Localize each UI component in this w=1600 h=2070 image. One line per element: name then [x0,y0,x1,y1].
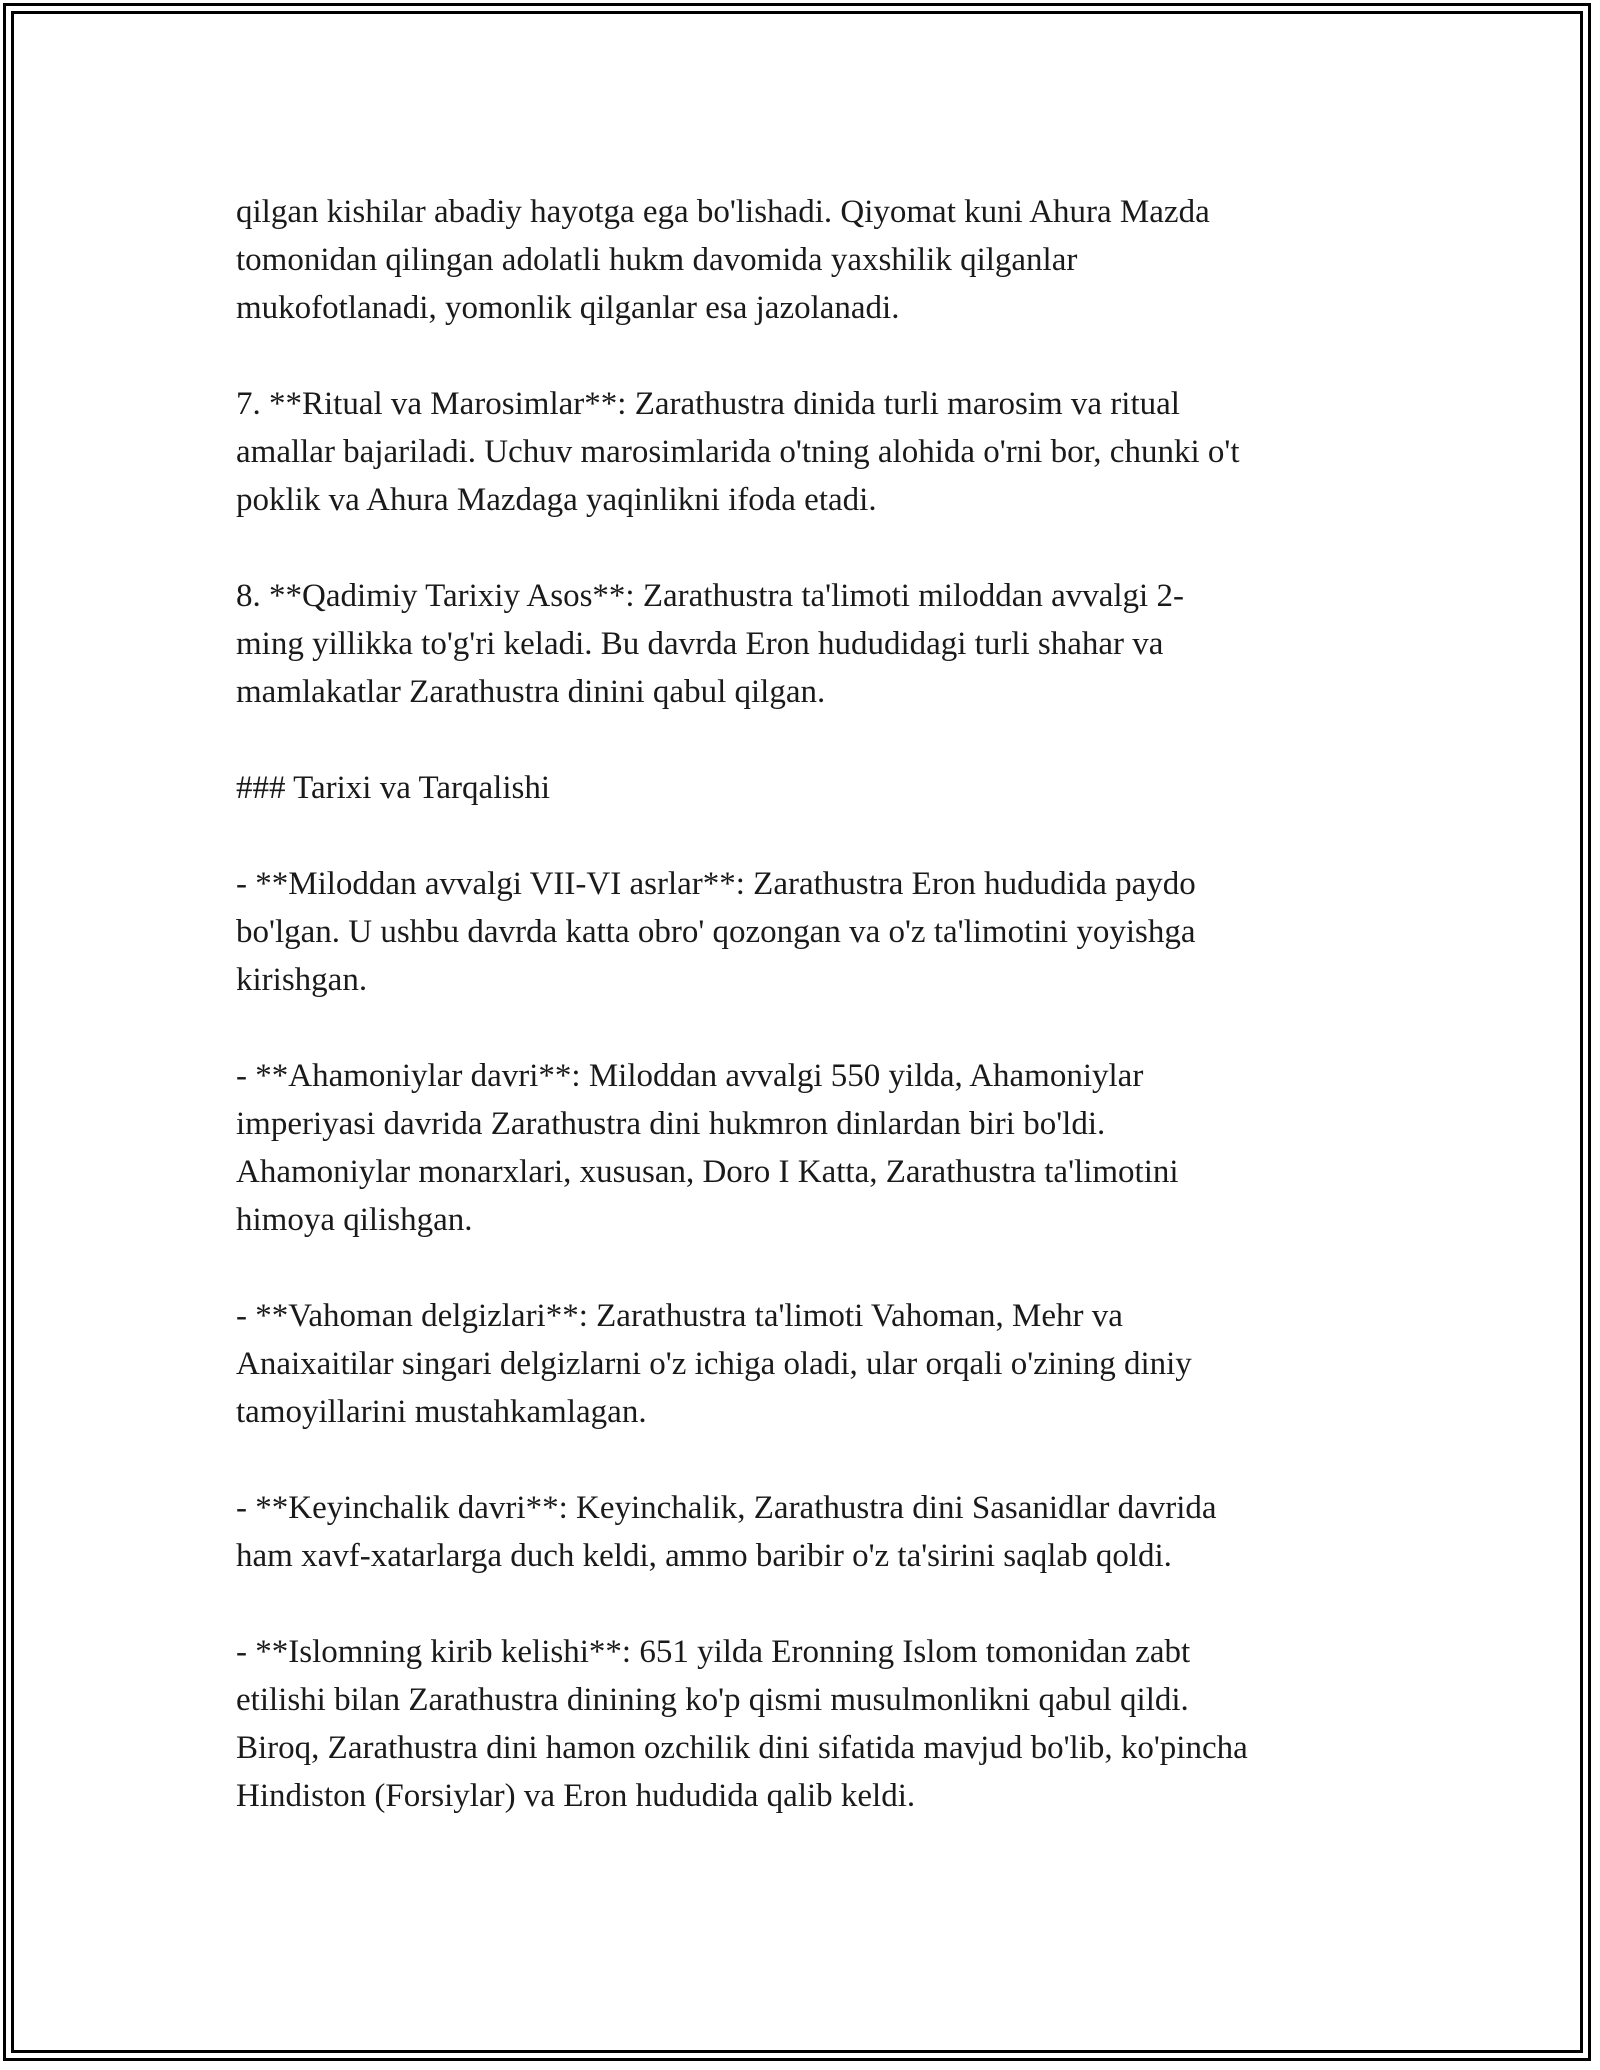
list-item-islam-arrival: - **Islomning kirib kelishi**: 651 yilda Eronning Islom tomonidan zabt etilishi bilan Zarathustra dinining ko'p qismi musulmonlikni qabul qildi. Biroq, Zarathustra dini hamon ozchilik dini sifatida mavjud bo'lib, ko'pincha Hindiston (Forsiylar) va Eron hududida qalib keldi. [236,1634,1248,1814]
list-item-later-period: - **Keyinchalik davri**: Keyinchalik, Zarathustra dini Sasanidlar davrida ham xavf-xatarlarga duch keldi, ammo baribir o'z ta'sirini saqlab qoldi. [236,1490,1217,1574]
section-heading-history: ### Tarixi va Tarqalishi [236,770,551,806]
paragraph-ancient-basis: 8. **Qadimiy Tarixiy Asos**: Zarathustra ta'limoti miloddan avvalgi 2- ming yillikka to'g'ri keladi. Bu davrda Eron hududidagi turli shahar va mamlakatlar Zarathustra dinini qabul qilgan. [236,578,1184,710]
document-body [236,188,1366,1820]
list-item-vii-vi-centuries: - **Miloddan avvalgi VII-VI asrlar**: Zarathustra Eron hududida paydo bo'lgan. U ushbu davrda katta obro' qozongan va o'z ta'limotini yoyishga kirishgan. [236,866,1196,998]
paragraph-judgment: qilgan kishilar abadiy hayotga ega bo'lishadi. Qiyomat kuni Ahura Mazda tomonidan qilingan adolatli hukm davomida yaxshilik qilganlar mukofotlanadi, yomonlik qilganlar esa jazolanadi. [236,194,1210,326]
list-item-vahoman: - **Vahoman delgizlari**: Zarathustra ta'limoti Vahoman, Mehr va Anaixaitilar singari delgizlarni o'z ichiga oladi, ular orqali o'zining diniy tamoyillarini mustahkamlagan. [236,1298,1192,1430]
paragraph-rituals: 7. **Ritual va Marosimlar**: Zarathustra dinida turli marosim va ritual amallar bajariladi. Uchuv marosimlarida o'tning alohida o'rni bor, chunki o't poklik va Ahura Mazdaga yaqinlikni ifoda etadi. [236,386,1240,518]
list-item-achaemenid-period: - **Ahamoniylar davri**: Miloddan avvalgi 550 yilda, Ahamoniylar imperiyasi davrida Zarathustra dini hukmron dinlardan biri bo'ldi. Ahamoniylar monarxlari, xususan, Doro I Katta, Zarathustra ta'limotini himoya qilishgan. [236,1058,1179,1238]
